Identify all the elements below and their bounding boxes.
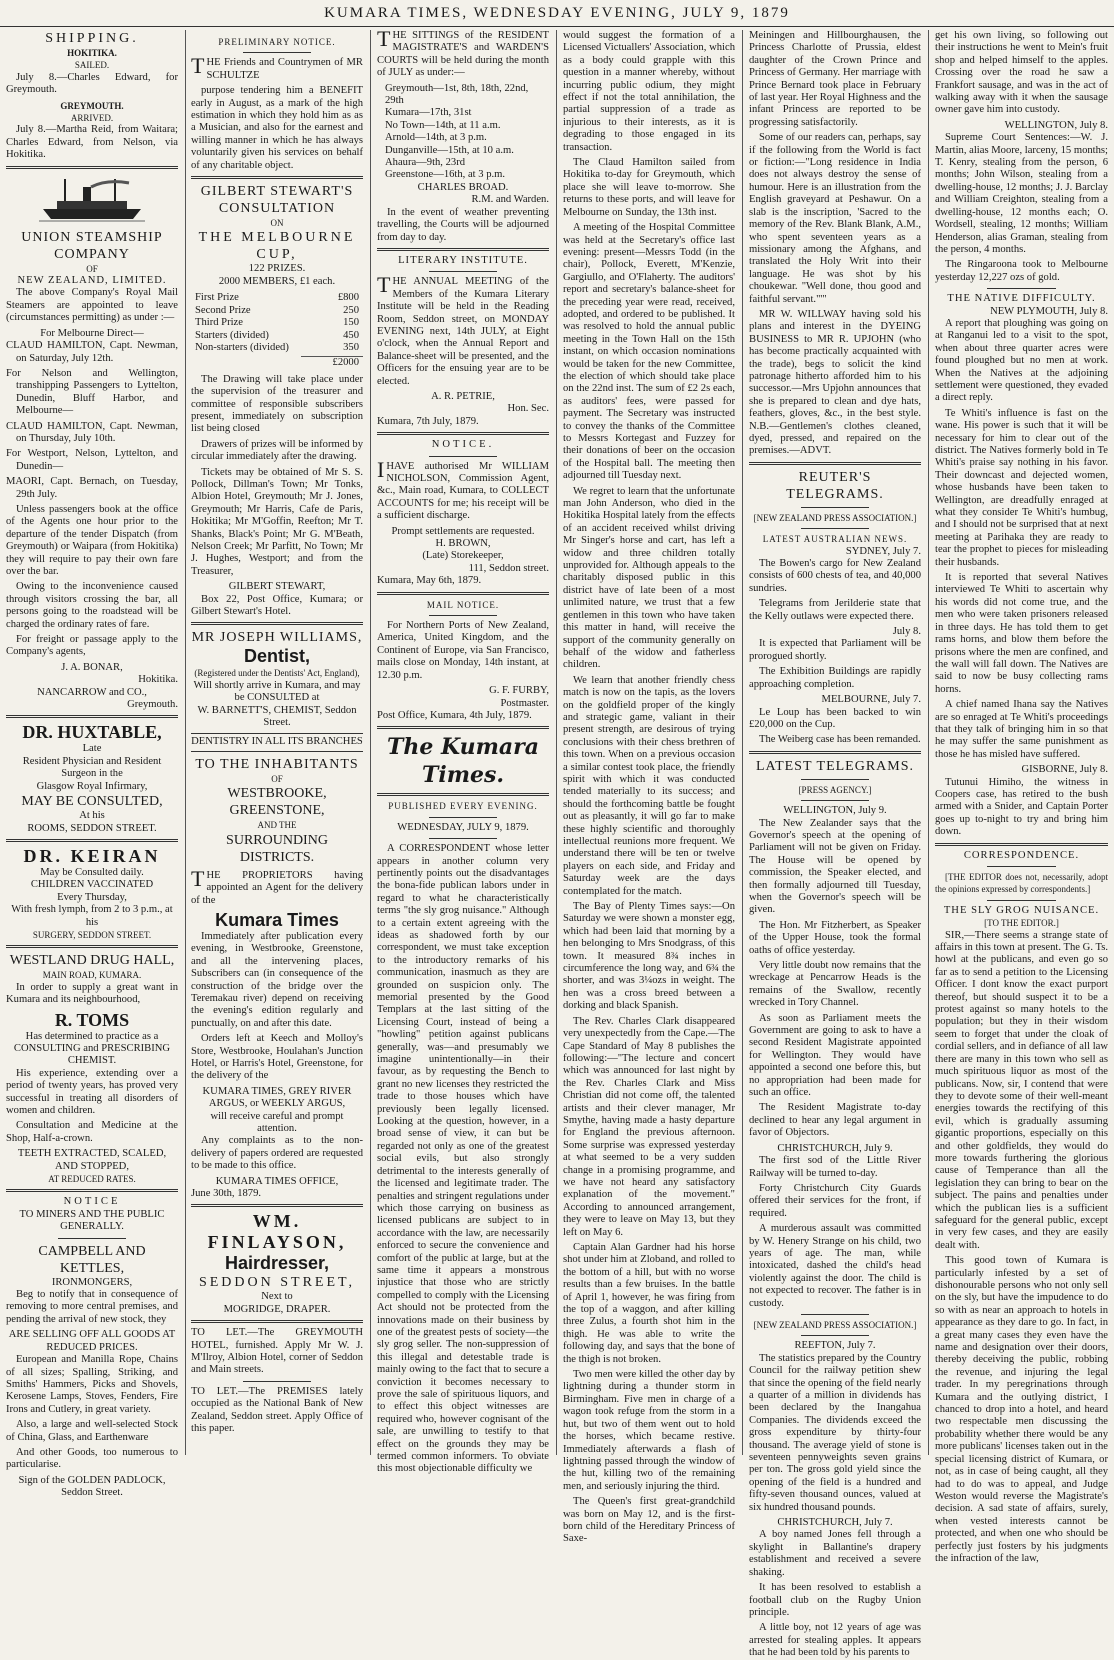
- rm-sig2: R.M. and Warden.: [471, 194, 549, 206]
- wdh-line-7: Consultation and Medicine at the Shop, Half-a-crown.: [6, 1120, 178, 1144]
- court-sitting-item: Arnold—14th, at 3 p.m.: [385, 132, 487, 144]
- tel-4: The Exhibition Buildings are rapidly approaching completion.: [749, 666, 921, 690]
- court-sitting-item: Ahaura—9th, 23rd: [385, 157, 466, 169]
- editor-note: [THE EDITOR does not, necessarily, adopt the opinions expressed by correspondents.]: [935, 872, 1108, 895]
- dateline-new-plymouth: NEW PLYMOUTH, July 8.: [990, 305, 1108, 317]
- nt-sig2: (Late) Storekeeper,: [422, 550, 504, 562]
- li-sig: A. R. PETRIE,: [431, 390, 495, 402]
- ck-line-5: Also, a large and well-selected Stock of China, Glass, and Earthenware: [6, 1419, 178, 1443]
- mail-sig2: Postmaster.: [500, 697, 549, 709]
- divider: [801, 779, 870, 780]
- tolet-2: TO LET.—The PREMISES lately occupied as the National Bank of New Zealand, Seddon street. Apply Office of this paper.: [191, 1385, 363, 1435]
- divider: [749, 462, 921, 465]
- divider: [429, 615, 498, 616]
- gs-line-4: Box 22, Post Office, Kumara; or Gilbert Stewart's Hotel.: [191, 593, 363, 618]
- tel-11: The Resident Magistrate to-day declined to hear any legal argument in favor of Objectors.: [749, 1102, 921, 1139]
- usc-p9: Owing to the inconvenience caused through visitors crossing the bar, all persons going to the roadstead will be charged the ordinary rates of fare.: [6, 581, 178, 630]
- inh-title: TO THE INHABITANTS: [195, 756, 359, 772]
- wdh-line-8: TEETH EXTRACTED, SCALED, AND STOPPED,: [17, 1148, 167, 1172]
- inh-line-3: SURROUNDING DISTRICTS.: [226, 832, 328, 865]
- jw-line-2: (Registered under the Dentists' Act, England),: [194, 668, 360, 679]
- usc-p3: CLAUD HAMILTON, Capt. Newman, on Saturday, July 12th.: [6, 340, 178, 364]
- divider: [6, 945, 178, 948]
- divider: [58, 1238, 127, 1239]
- dateline-reefton: REEFTON, July 7.: [794, 1340, 876, 1352]
- inh-line-2: AND THE: [257, 820, 297, 831]
- mail-title: MAIL NOTICE.: [426, 599, 500, 610]
- keiran-line-3: Every Thursday,: [57, 891, 127, 903]
- usc-p8: Unless passengers book at the office of the Agents one hour prior to the departure of the tender Dispatch (from Greymouth) or Waipara (from Hokitika) they will require to pay their own fare over the bar.: [6, 503, 178, 577]
- greymouth-heading: GREYMOUTH.: [60, 100, 124, 111]
- tel-7: The New Zealander says that the Governor's speech at the opening of Parliament will not be given on Friday. The House will be opened by commission, the Speaker elected, and then formally adjourned till Tuesday, when the Governor's speech will be given.: [749, 817, 921, 916]
- column-1: [6, 30, 178, 1499]
- jw-line-1: Dentist,: [243, 646, 310, 667]
- reuter-title: REUTER'S TELEGRAMS.: [786, 469, 884, 502]
- divider: [429, 817, 498, 818]
- column-rule: [742, 30, 743, 1455]
- dateline-christchurch: CHRISTCHURCH, July 9.: [777, 1142, 893, 1154]
- mail-sig: G. F. FURBY,: [489, 685, 549, 697]
- court-sitting-item: Greenstone—16th, at 3 p.m.: [385, 169, 506, 181]
- divider: [801, 528, 870, 529]
- dateline-melbourne: MELBOURNE, July 7.: [821, 694, 921, 706]
- col6-p7: A chief named Ihana say the Natives are so enraged at Te Whiti's proceedings that they talk of bringing him in so that he may suffer the same punishment as those he has misled have suffered.: [935, 699, 1108, 760]
- divider: [429, 271, 498, 272]
- column-6: [935, 30, 1108, 1564]
- wf-line-1: Hairdresser,: [224, 1253, 330, 1274]
- steamship-icon: [37, 175, 147, 223]
- usc-p5: CLAUD HAMILTON, Capt. Newman, on Thursday, July 10th.: [6, 420, 178, 444]
- huxtable-line-3: Glasgow Royal Infirmary,: [36, 780, 148, 792]
- col4-p2: The Claud Hamilton sailed from Hokitika to-day for Greymouth, which place she will leave to-morrow. She returns to these ports, and will leave for Melbourne on Sunday, the 13th inst.: [563, 157, 735, 218]
- huxtable-line-1: Late: [82, 743, 102, 755]
- col4-p3: A meeting of the Hospital Committee was held at the Secretary's office last evening: present—Messrs Todd (in the chair), Pollock, Everett, M'Kenzie, Gargiullo, and O'Flaherty. The auditors' report and secretary's balance-sheet for the preceding year were read, received, adopted, and ordered to be published. It was resolved to hold the annual public meeting in the Town Hall on the 15th instant, on which occasion nominations would be taken for the new Committee, the election of which should take place on the 22nd inst. The sum of £2 2s each, as auditors' fees, were passed for payment. The Secretary was instructed to convey the thanks of the Committee to Messrs Kortegast and Fuzzey for their donations of beer on the occasion of the Hospital ball. The meeting then adjourned till Tuesday next.: [563, 222, 735, 482]
- tel-10: As soon as Parliament meets the Government are going to ask to have a second Resident Magistrate appointed for Wellington. They would have appointed a second one before this, but no appropriation had been made for such an office.: [749, 1012, 921, 1099]
- court-sitting-item: Greymouth—1st, 8th, 18th, 22nd, 29th: [385, 82, 529, 107]
- divider: [6, 1189, 178, 1192]
- col4-p4: We regret to learn that the unfortunate man John Anderson, who died in the Hokitika Hospital lately from the effects of an accident received whilst driving Mr Singer's horse and cart, has left a widow and three children totally unprovided for. Although appeals to the charitably disposed public in this district have of late been of a most unlimited nature, we trust that a few gentlemen in this town who have taken this matter in hand, will receive the support of the community generally on behalf of the widow and fatherless children.: [563, 485, 735, 671]
- divider: [377, 432, 549, 435]
- col4-p1: would suggest the formation of a Licensed Victuallers' Association, which as a body could grapple with this question in a manner whereby, without incurring public odium, they might effect if not the total annihilation, the partial suppression of a trade as injurious to their interests, as it is degrading to those engaged in its transaction.: [563, 30, 735, 153]
- arrived-text: July 8.—Martha Reid, from Waitara; Charles Edward, from Nelson, via Hokitika.: [6, 124, 178, 161]
- col4-p5: We learn that another friendly chess match is now on the tapis, as the lovers on the goldfield proper of the kingly and strategic game, valiant in their present strength, are desirous of trying conclusions with their chess brethren of this town. When on a previous occasion a similar contest took place, the friendly spirit with which it was conducted tended materially to its success; and should the forthcoming battle be fought out as pleasantly, it will go far to make these highly scientific and thoroughly intellectual reunions more frequent. We understand there will be ten or twelve players on each side, and Friday and Saturday week are the days contemplated for the match.: [563, 674, 735, 897]
- wf-title: WM. FINLAYSON,: [207, 1211, 347, 1253]
- tel-6: The Weiberg case has been remanded.: [759, 734, 921, 746]
- col4-p6: The Bay of Plenty Times says:—On Saturday we were shown a monster egg, which had been laid that morning by a hen belonging to Mrs Snodgrass, of this town. It measured 8¾ inches in circumference the long way, and 6¾ the shorter, and was 3¼ozs in weight. The hen was a cross breed between a dorking and black Spanish.: [563, 901, 735, 1012]
- gs-line-1: The Drawing will take place under the supervision of the treasurer and committee of responsible subscribers present, immediately on subscription list being closed: [191, 373, 363, 435]
- divider: [377, 248, 549, 251]
- column-rule: [185, 30, 186, 1455]
- col6-p3: The Ringaroona took to Melbourne yesterday 12,227 ozs of gold.: [935, 259, 1108, 283]
- nt-line-1: IHAVE authorised Mr WILLIAM NICHOLSON, Commission Agent, &c., Main road, Kumara, to COLLECT ACCOUNTS for me; his receipt will be a sufficient discharge.: [377, 456, 549, 522]
- col6-p2: Supreme Court Sentences:—W. J. Martin, alias Moore, larceny, 15 months; T. Kenry, stealing from the person, 6 months; John Wilson, stealing from a dwelling-house, 12 months; J. J. Barclay and William Creighton, stealing from a dwelling-house, 12 months each; O. Wordsell, stealing, 12 months; William Henderson, alias Graman, stealing from the person, 4 months.: [935, 132, 1108, 255]
- divider: [243, 52, 312, 53]
- col6-p9: SIR,—There seems a strange state of affairs in this town at present. The G. Ts. howl at the publicans, and even go so far as to send a petition to the Licensing Officer. I dont know the exact purport thereof, but should suspect it to be a protest against so many hotels to the population; but they in their wisdom seem to forget that under the cloak of cordial sellers, and in defiance of all law there are many in this town who sell as much spirituous liquor as most of the publicans. Now, sir, I contend that were they to devote some of their well-meant energies towards the rectifying of this evil, which is gradually assuming gigantic proportions, especially on this and other goldfields, they would do more towards furthering the glorious cause of Temperance than all the legislation they can bring to bear on the subject. The pains and penalties under which the publican lies is a sufficient safeguard for the general public, except in very few cases, and they are easily dealt with.: [935, 929, 1108, 1251]
- ck-line-3: ARE SELLING OFF ALL GOODS AT REDUCED PRICES.: [8, 1329, 176, 1353]
- gs-on: ON: [270, 218, 284, 229]
- divider: [801, 1335, 870, 1336]
- tel-18: A little boy, not 12 years of age was arrested for stealing apples. It appears that he had been told by his parents to: [749, 1622, 921, 1659]
- li-date: Kumara, 7th July, 1879.: [377, 415, 479, 427]
- preliminary-line-1: THE Friends and Countrymen of MR SCHULTZE: [191, 53, 363, 81]
- court-sitting-item: Kumara—17th, 31st: [385, 107, 472, 119]
- usc-of: OF: [86, 263, 98, 274]
- divider: [429, 456, 498, 457]
- usc-sig1: J. A. BONAR,: [61, 661, 123, 673]
- huxtable-line-2: Resident Physician and Resident Surgeon in the: [22, 755, 162, 780]
- nt-line-2: Prompt settlements are requested.: [391, 525, 535, 537]
- dateline-wellington: WELLINGTON, July 9.: [783, 805, 887, 817]
- rm-sig: CHARLES BROAD.: [417, 181, 509, 193]
- tel-5: Le Loup has been backed to win £20,000 on the Cup.: [749, 706, 921, 730]
- divider: [6, 166, 178, 169]
- tel-13: Forty Christchurch City Guards offered their services for the front, if required.: [749, 1182, 921, 1219]
- inh-line-12: June 30th, 1879.: [191, 1188, 262, 1200]
- tel-16: A boy named Jones fell through a skylight in Ballantine's drapery establishment and received a severe shaking.: [749, 1529, 921, 1578]
- column-rule: [556, 30, 557, 1455]
- divider: [191, 1204, 363, 1207]
- keiran-title: DR. KEIRAN: [23, 845, 161, 866]
- usc-sig3: NANCARROW and CO.,: [37, 686, 147, 698]
- col6-p4: A report that ploughing was going on at Ranganui led to a visit to the spot, when about three quarter acres were found ploughed but no men at work. When the Natives at the adjoining settlement were questioned, they evaded a direct reply.: [935, 317, 1108, 404]
- divider: [6, 715, 178, 718]
- prize-label: Second Prize: [195, 304, 251, 316]
- wdh-line-6: His experience, extending over a period of twenty years, has proved very successful in treating all disorders of women and children.: [6, 1067, 178, 1116]
- arrived-label: ARRIVED.: [70, 113, 114, 124]
- sailed-text: July 8.—Charles Edward, for Greymouth.: [6, 71, 178, 96]
- masthead: KUMARA TIMES, WEDNESDAY EVENING, JULY 9, 1879: [0, 0, 1114, 27]
- col6-p6: It is reported that several Natives interviewed Te Whiti to ascertain why his words did not come true, and the men who were taken prisoners released in three days. He has told them to get rams horns, and blow them before the prisons where the men are confined, and the wall will fall down. The Natives are said to now be busy collecting rams horns.: [935, 572, 1108, 695]
- dateline-july8: July 8.: [892, 626, 921, 638]
- divider: [987, 866, 1056, 867]
- wdh-line-9: AT REDUCED RATES.: [48, 1174, 136, 1185]
- court-sitting-item: No Town—14th, at 11 a.m.: [385, 119, 501, 131]
- rm-line-2: In the event of weather preventing travelling, the Courts will be adjourned from day to day.: [377, 206, 549, 243]
- inh-line-1: WESTBROOKE, GREENSTONE,: [227, 786, 327, 819]
- sailed-label: SAILED.: [74, 60, 110, 71]
- col6-p5: Te Whiti's influence is fast on the wane. His power is such that it will be necessary for him to clear out of the district. The Natives formerly bold in Te Whiti's praise say nothing in his favor. Their downcast and dejected women, whose husbands have been taken to Wellington, are dreadfully enraged at what they consider Te Whiti's humbug, and I should not be surprised that at next meeting at Parihaka they are ready to tear the prophet to pieces for misleading their husbands.: [935, 407, 1108, 568]
- prize-label: First Prize: [195, 292, 239, 304]
- jw-line-4: W. BARNETT'S, CHEMIST, Seddon Street.: [197, 704, 357, 729]
- divider: [801, 800, 870, 801]
- col5-p2: Some of our readers can, perhaps, say if the following from the World is fact or fiction:—"Long residence in India does not always destroy the sense of humour. Here is an illustration from the English graveyard at Peshawur. On a slab is the inscription, 'Sacred to the memory of the Rev. Blank Blank, A.M., who spent seventeen years as a missionary among the Afghans, and translated the Holy Writ into their language. He was shot by his choukewar. "Well done, thou good and faithful servant."'": [749, 132, 921, 305]
- li-sig2: Hon. Sec.: [507, 403, 549, 415]
- press-association-2: [NEW ZEALAND PRESS ASSOCIATION.]: [753, 1319, 917, 1330]
- hokitika-heading: HOKITIKA.: [67, 48, 117, 58]
- col6-p8: Tutunui Himiho, the witness in Coopers case, has retired to the bush armed with a Snider, and Captain Porter goes up to-night to try and bring him down.: [935, 776, 1108, 838]
- jw-title: MR JOSEPH WILLIAMS,: [191, 630, 363, 646]
- prize-value: £800: [337, 292, 359, 304]
- col5-p3: MR W. WILLWAY having sold his plans and interest in the DYEING BUSINESS to MR R. UPJOHN (who has become practically acquainted with the trade), begs to solicit the kind patronage hitherto afforded him to his successor.—Mrs Upjohn announces that she is prepared to clean and dye hats, feathers, gloves, &c., in the best style. N.B.—Gentlemen's clothes cleaned, dyed, pressed, and repaired on the premises.—ADVT.: [749, 308, 921, 457]
- tolet-1: TO LET.—The GREYMOUTH HOTEL, furnished. Apply Mr W. J. M'Ilroy, Albion Hotel, corner of Seddon and Main streets.: [191, 1327, 363, 1376]
- gs-title: GILBERT STEWART'S CONSULTATION: [200, 184, 354, 217]
- shipping-title: SHIPPING.: [45, 31, 139, 46]
- divider: [987, 900, 1056, 901]
- huxtable-line-4: MAY BE CONSULTED,: [21, 794, 163, 810]
- col4-p8: Captain Alan Gardner had his horse shot under him at Zloband, and rolled to the bottom of a hill, but with no worse results than a few bruises. In the battle of April 1, however, he was firing from the top of a waggon, and after killing three Zulus, a fourth shot him in the thigh. He was able to write the following day, and says that the bone of the thigh is not broken.: [563, 1242, 735, 1365]
- prize-value: 350: [343, 341, 359, 353]
- paper-subtitle: PUBLISHED EVERY EVENING.: [388, 801, 538, 812]
- divider: [987, 288, 1056, 289]
- li-line-1: THE ANNUAL MEETING of the Members of the Kumara Literary Institute will be held in the Reading Room, Seddon street, on MONDAY EVENING next, 14th JULY, at Eight o'clock, when the Annual Report and Balance-sheet will be presented, and the Officers for the ensuing year are to be elected.: [377, 272, 549, 387]
- tel-3: It is expected that Parliament will be prorogued shortly.: [749, 638, 921, 662]
- mail-line-1: For Northern Ports of New Zealand, America, United Kingdom, and the Continent of Europe, via San Francisco, mails close on Monday, 14th instant, at 12.30 p.m.: [377, 620, 549, 681]
- tel-8: The Hon. Mr Fitzherbert, as Speaker of the Upper House, took the formal oaths of office yesterday.: [749, 919, 921, 956]
- ck-line-1: IRONMONGERS,: [51, 1276, 133, 1288]
- col6-p10: This good town of Kumara is particularly infested by a set of dishonourable persons who not only sell on the sly, but have the impudence to do so with as near an approach to hotels in appearance as they dare to go. In fact, in a great many cases they even have the name and designation over their doors, thereby deceiving the public, robbing the revenue, and injuring the legal trader. In my peregrinations through Kumara and the outlying district, I chanced to drop into a hotel, and heard two respectable men discussing the probability whether there would be any more publicans' licenses taken out in the special licensing district of Kumara, or not, as in case of being caught, all they had to do was to appeal, and Judge Weston would reverse the Magistrate's decision. A sad state of affairs, surely, when vested interests cannot be protected, and when one who should be perfectly just fosters by his judgments the infraction of the law,: [935, 1255, 1108, 1564]
- notice-line: TO MINERS AND THE PUBLIC GENERALLY.: [19, 1208, 165, 1233]
- divider: [377, 793, 549, 796]
- inh-line-6: Immediately after publication every evening, in Westbrooke, Greenstone, and all the intervening places, Subscribers can (in consequence of the construction of the bridge over the Teremakau river) depend on receiving the evening's edition regularly and punctually, on and after this date.: [191, 930, 363, 1029]
- usc-p6: For Westport, Nelson, Lyttelton, and Dunedin—: [6, 448, 178, 472]
- usc-p7: MAORI, Capt. Bernach, on Tuesday, 29th July.: [6, 476, 178, 500]
- wdh-line-4: Has determined to practice as a: [25, 1030, 159, 1042]
- inh-line-9: will receive careful and prompt attention.: [210, 1110, 344, 1134]
- prize-label: Third Prize: [195, 317, 243, 329]
- usc-p1: The above Company's Royal Mail Steamers are appointed to leave (circumstances permitting) as under :—: [6, 287, 178, 324]
- tel-15: The statistics prepared by the Country Council for the railway petition shew that since the opening of the field nearly a quarter of a million in dividends has been declared by the Inangahua Companies. The dividends exceed the gross expenditure by thirty-four thousand. The average yield of stone is seventeen pennyweights seven grains per ton. The gross gold yield since the opening of the field is a hundred and fifty-seven thousand ounces, valued at six hundred thousand pounds.: [749, 1352, 921, 1513]
- ck-line-2: Beg to notify that in consequence of removing to more central premises, and pending the arrival of new stock, they: [6, 1289, 178, 1325]
- usc-sig2: Hokitika.: [138, 674, 178, 686]
- column-3: [377, 26, 549, 1475]
- prize-row: [191, 305, 363, 317]
- nt-title: NOTICE.: [431, 439, 495, 451]
- press-association: [NEW ZEALAND PRESS ASSOCIATION.]: [753, 512, 917, 523]
- column-2: [191, 30, 363, 1455]
- wf-line-2: SEDDON STREET,: [198, 1275, 356, 1291]
- gs-total: £2000: [301, 356, 363, 369]
- ck-line-4: European and Manilla Rope, Chains of all sizes; Spalling, Striking, and Smiths' Hammers, Picks and Shovels, Kerosene Lamps, Stoves, Fenders, Fire Irons and Cutlery, in great variety.: [6, 1354, 178, 1415]
- divider: [243, 1381, 312, 1382]
- ck-line-7: Sign of the GOLDEN PADLOCK, Seddon Street.: [18, 1474, 166, 1499]
- col5-p1: Meiningen and Hillbourghausen, the Princess Charlotte of Prussia, eldest daughter of the Crown Prince and Princess of Germany. Her marriage with Prince Bernard took place in February of last year. Her Royal Highness and the infant Princess are reported to be progressing satisfactorily.: [749, 30, 921, 128]
- usc-title: UNION STEAMSHIP COMPANY: [21, 229, 163, 262]
- divider: [429, 838, 498, 839]
- prize-list: [191, 292, 363, 354]
- gs-sig: GILBERT STEWART,: [228, 581, 326, 593]
- wdh-line-5: CONSULTING and PRESCRIBING CHEMIST.: [13, 1042, 171, 1067]
- divider: [191, 622, 363, 625]
- wf-line-3: Next to: [261, 1291, 293, 1303]
- tel-1: The Bowen's cargo for New Zealand consists of 600 chests of tea, and 40,000 sundries.: [749, 558, 921, 594]
- keiran-line-1: May be Consulted daily.: [40, 866, 144, 878]
- inh-of: OF: [271, 773, 283, 784]
- wdh-line-3: R. TOMS: [54, 1009, 130, 1030]
- prize-value: 150: [343, 317, 359, 329]
- gs-line-2: Drawers of prizes will be informed by circular immediately after the drawing.: [191, 438, 363, 463]
- native-difficulty-title: THE NATIVE DIFFICULTY.: [947, 293, 1096, 305]
- tel-14: A murderous assault was committed by W. Henery Strange on his child, two years of age. The man, while intoxicated, dashed the child's head violently against the door. The child is not expected to recover. The father is in custody.: [749, 1223, 921, 1309]
- divider: [801, 1314, 870, 1315]
- paper-title: The Kumara Times.: [386, 734, 540, 789]
- court-sittings-list: [377, 83, 549, 182]
- keiran-line-5: SURGERY, SEDDON STREET.: [32, 929, 152, 940]
- ck-title: CAMPBELL AND KETTLES,: [38, 1243, 146, 1276]
- col6-p1: get his own living, so following out their instructions he went to Mein's fruit shop and helped himself to the apples. Crossing over the road he saw a Frankfort sausage, and was in the act of walking away with it when the sausage owner gave him into custody.: [935, 30, 1108, 116]
- divider: [377, 726, 549, 729]
- nt-sig3: 111, Seddon street.: [468, 562, 549, 574]
- tel-17: It has been resolved to establish a football club on the Rugby Union principle.: [749, 1582, 921, 1618]
- inh-line-4: THE PROPRIETORS having appointed an Agent for the delivery of the: [191, 865, 363, 906]
- jw-line-5: DENTISTRY IN ALL ITS BRANCHES: [191, 733, 363, 751]
- huxtable-line-6: ROOMS, SEDDON STREET.: [27, 822, 157, 834]
- column-rule: [370, 30, 371, 1455]
- inh-line-10: Any complaints as to the non-delivery of papers ordered are requested to be made to this office.: [191, 1135, 363, 1172]
- divider: [749, 751, 921, 754]
- prize-value: 450: [343, 329, 359, 341]
- latest-telegrams-title: LATEST TELEGRAMS.: [755, 758, 915, 774]
- keiran-line-4: With fresh lymph, from 2 to 3 p.m., at his: [11, 904, 173, 928]
- column-5: [749, 30, 921, 1659]
- inh-line-11: KUMARA TIMES OFFICE,: [215, 1175, 339, 1187]
- divider: [801, 507, 870, 508]
- inh-line-8: KUMARA TIMES, GREY RIVER ARGUS, or WEEKLY ARGUS,: [202, 1085, 352, 1110]
- huxtable-title: DR. HUXTABLE,: [22, 722, 162, 743]
- divider: [191, 1320, 363, 1323]
- prize-row: [191, 292, 363, 304]
- wf-line-4: MOGRIDGE, DRAPER.: [223, 1303, 331, 1315]
- notice-title: NOTICE: [63, 1196, 121, 1208]
- mail-date: Post Office, Kumara, 4th July, 1879.: [377, 709, 532, 721]
- editorial: A CORRESPONDENT whose letter appears in another column very pertinently points out the disadvantages the bona-fide publican labors under in regard to what he characteristically terms "the sly grog nuisance." Although to a certain extent agreeing with the ideas as shadowed forth by our correspondent, we must take exception to the introductory remarks of his communication, inasmuch as they are grounded on suspicion only. The memorial presented by the Good Templars at the last sitting of the Licensing Court, instead of being a "howling" petition against publicans generally, was—and presumably we imagine unintentionally—in their favour, as by requesting the Bench to grant no new licenses they restricted the trade to those houses which have previously been legally licensed. Looking at the question, however, in a broad sense of view, it can but be regarded not only as one of the greatest social evils, but also strongly detrimental to the interests generally of the licensed and legitimate trader. The penalties and stringent regulations under which those carrying on business as licensed publicans are subject to in accordance with the law, are necessarily enforced to secure the convenience and comfort of the public at large, but at the same time it appears a monstrous injustice that those who are strictly compelled to comply with the Licensing Act should not be protected from the innovations made on their business by one of the greatest pests of society—the sly grog seller. The non-suppression of this illegal and detestable trade is mainly owing to the fact that to secure a conviction it becomes necessary to prove the sale of spirituous liquors, and to effect this object witnesses are required who, however cognisant of the sale, are unwilling to testify to that effect on the grounds they may be termed common informers. To obviate this most objectionable difficulty we: [377, 843, 549, 1475]
- prize-label: Starters (divided): [195, 329, 269, 341]
- gs-members: 2000 MEMBERS, £1 each.: [218, 275, 336, 287]
- tel-12: The first sod of the Little River Railway will be turned to-day.: [749, 1155, 921, 1179]
- prize-row: [191, 330, 363, 342]
- prize-row: [191, 342, 363, 354]
- preliminary-line-2: purpose tendering him a BENEFIT early in August, as a mark of the high estimation in which they hold him as as a Musician, and also for the earnest and willing manner in which he has always voluntarily given his services on behalf of any charitable object.: [191, 85, 363, 171]
- dateline-wellington-2: WELLINGTON, July 8.: [1004, 119, 1108, 131]
- col4-p7: The Rev. Charles Clark disappeared very unexpectedly from the Cape.—The Cape Standard of May 8 publishes the following:—"The lecture and concert which was announced for last night by the Rev. Charles Clark and Miss Christian did not come off, the talented artists and their clever manager, Mr Smythe, having made a hasty departure for England the previous afternoon. Some surprise was expressed yesterday at what seemed to be a very sudden change in a promising programme, and we have not heard any satisfactory explanation of the movement." According to announced arrangement, they were to leave on May 13, but they left on May 6.: [563, 1015, 735, 1238]
- court-sitting-item: Dunganville—15th, at 10 a.m.: [385, 144, 514, 156]
- tel-2: Telegrams from Jerilderie state that the Kelly outlaws were expected there.: [749, 598, 921, 622]
- inh-line-7: Orders left at Keech and Molloy's Store, Westbrooke, Houlahan's Junction Hotel, or Harris's Hotel, Greenstone, for the delivery of the: [191, 1033, 363, 1082]
- wdh-title: WESTLAND DRUG HALL,: [9, 953, 175, 969]
- press-agency: [PRESS AGENCY.]: [798, 784, 872, 795]
- divider: [6, 839, 178, 842]
- tel-9: Very little doubt now remains that the wreckage at Pencarrow Heads is the remains of the Swallow, recently wrecked in Tory Channel.: [749, 960, 921, 1009]
- keiran-line-2: CHILDREN VACCINATED: [30, 879, 154, 891]
- usc-p10: For freight or passage apply to the Company's agents,: [6, 634, 178, 658]
- usc-p2: For Melbourne Direct—: [40, 327, 144, 339]
- gs-prizes: 122 PRIZES.: [248, 263, 306, 275]
- li-title: LITERARY INSTITUTE.: [398, 254, 528, 266]
- paper-date: WEDNESDAY, JULY 9, 1879.: [397, 821, 529, 833]
- usc-sig4: Greymouth.: [127, 699, 178, 711]
- dateline-christchurch-2: CHRISTCHURCH, July 7.: [777, 1517, 893, 1529]
- latest-australian: LATEST AUSTRALIAN NEWS.: [762, 534, 908, 545]
- jw-line-3: Will shortly arrive in Kumara, and may be CONSULTED at: [193, 679, 361, 704]
- dateline-sydney: SYDNEY, July 7.: [845, 545, 921, 557]
- prize-label: Non-starters (divided): [195, 341, 289, 353]
- column-4: [563, 30, 735, 1545]
- col4-p10: The Queen's first great-grandchild was born on May 12, and is the first-born child of the Hereditary Princess of Saxe-: [563, 1496, 735, 1545]
- huxtable-line-5: At his: [79, 810, 105, 822]
- gs-line-3: Tickets may be obtained of Mr S. S. Pollock, Dillman's Town; Mr Tonks, Albion Hotel, Greymouth; Mr J. Jones, Greymouth; Mr Harris, Cafe de Paris, Hokitika; Mr M'Goffin, Reefton; Mr T. Shanks, Black's Point; Mr G. M'Beath, Nelson Creek; Mr Parfitt, No Town; Mr J. Hughes, Westport; and from the Treasurer,: [191, 466, 363, 577]
- dateline-gisborne: GISBORNE, July 8.: [1021, 764, 1108, 776]
- prize-value: 250: [343, 304, 359, 316]
- nt-date: Kumara, May 6th, 1879.: [377, 575, 482, 587]
- prize-row: [191, 317, 363, 329]
- nt-sig: H. BROWN,: [435, 538, 491, 550]
- to-the-editor: [TO THE EDITOR.]: [984, 918, 1059, 929]
- wdh-line-2: In order to supply a great want in Kumara and its neighbourhood,: [6, 981, 178, 1006]
- usc-nz: NEW ZEALAND, LIMITED.: [17, 275, 167, 287]
- divider: [377, 592, 549, 595]
- usc-p4: For Nelson and Wellington, transhipping Passengers to Lyttelton, Dunedin, Bluff Harbor, and Melbourne—: [6, 367, 178, 417]
- preliminary-title: PRELIMINARY NOTICE.: [218, 37, 336, 47]
- wdh-line-1: MAIN ROAD, KUMARA.: [42, 970, 142, 981]
- column-rule: [928, 30, 929, 1455]
- divider: [191, 176, 363, 179]
- col4-p9: Two men were killed the other day by lightning during a thunder storm in Birmingham. Five men in charge of a wagon took refuge from the storm in a hut, but two of them went out to hold the horses, which became restive. Immediately afterwards a flash of lightning passed through the window of the hut, killing two of the remaining men, and seriously injuring the third.: [563, 1369, 735, 1492]
- divider: [935, 843, 1108, 846]
- gs-cup: THE MELBOURNE CUP,: [198, 230, 356, 263]
- sly-grog-title: THE SLY GROG NUISANCE.: [943, 904, 1100, 916]
- rm-line-1: THE SITTINGS of the RESIDENT MAGISTRATE'S and WARDEN'S COURTS will be held during the month of JULY as under:—: [377, 26, 549, 79]
- ck-line-6: And other Goods, too numerous to particularise.: [6, 1446, 178, 1471]
- correspondence-title: CORRESPONDENCE.: [963, 849, 1080, 861]
- inh-line-5: Kumara Times: [215, 909, 339, 930]
